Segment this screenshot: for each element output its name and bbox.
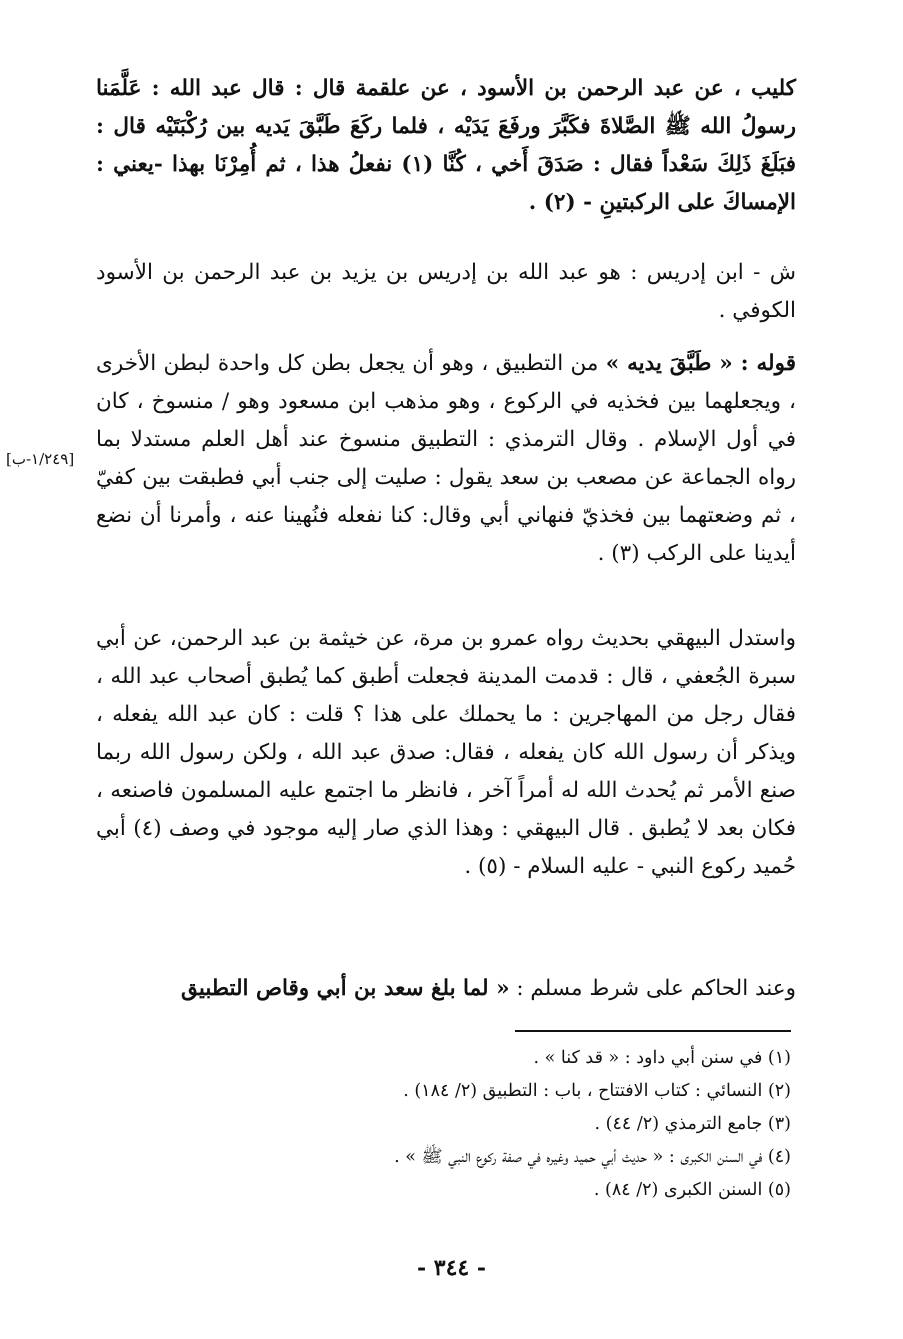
footnote-5: (٥) السنن الكبرى (٢/ ٨٤) . (593, 1180, 791, 1200)
footnote-1: (١) في سنن أبي داود : « قد كنا » . (533, 1048, 791, 1068)
hakim-paragraph (96, 970, 796, 1008)
hadith-paragraph: كليب ، عن عبد الرحمن بن الأسود ، عن علقمة قال : قال عبد الله : عَلَّمَنا رسولُ الله ﷺ الصَّلاةَ فكَبَّرَ ورفَعَ يَدَيْه ، فلما ركَعَ طَبَّقَ يَديه بين رُكْبَتَيْه قال : فبَلَغَ ذَلِكَ سَعْداً فقال : صَدَقَ أَخي ، كُنَّا (١) نفعلُ هذا ، ثم أُمِرْنَا بهذا -يعني : الإمساكَ على الركبتينِ - (٢) . (96, 76, 797, 215)
footnote-4: (٤) في السنن الكبرى : « حديث أبي حميد وغيره في صفة ركوع النبي ﷺ » . (394, 1147, 791, 1167)
footnote-separator (515, 1030, 791, 1032)
footnote-2: (٢) النسائي : كتاب الافتتاح ، باب : التطبيق (٢/ ١٨٤) . (403, 1081, 791, 1101)
explanation-paragraph: ش - ابن إدريس : هو عبد الله بن إدريس بن يزيد بن عبد الرحمن بن الأسود الكوفي . (96, 260, 796, 323)
page-number: - ٣٤٤ - (416, 1255, 487, 1281)
commentary-text: من التطبيق ، وهو أن يجعل بطن كل واحدة لبطن الأخرى ، ويجعلهما بين فخذيه في الركوع ، وهو مذهب ابن مسعود وهو / منسوخ ، كان في أول الإسلام . وقال الترمذي : التطبيق منسوخ عند أهل العلم مستدلا بما رواه الجماعة عن مصعب بن سعد يقول : صليت إلى جنب أبي فطبقت بين كفيّ ، ثم وضعتهما بين فخذيّ فنهاني أبي وقال: كنا نفعله فنُهينا عنه ، وأمرنا أن نضع أيدينا على الركب (٣) . (96, 351, 796, 566)
manuscript-folio-note: [١/٢٤٩-ب] (6, 450, 75, 468)
quoted-phrase: قوله : « طَبَّقَ يديه » (605, 351, 796, 376)
bayhaqi-paragraph: واستدل البيهقي بحديث رواه عمرو بن مرة، عن خيثمة بن عبد الرحمن، عن أبي سبرة الجُعفي ، قال : قدمت المدينة فجعلت أطبق كما يُطبق أصحاب عبد الله ، فقال رجل من المهاجرين : ما يحملك على هذا ؟ قلت : كان عبد الله يفعله ، ويذكر أن رسول الله كان يفعله ، فقال: صدق عبد الله ، ولكن رسول الله ربما صنع الأمر ثم يُحدث الله له أمراً آخر ، فانظر ما اجتمع عليه المسلمون فاصنعه ، فكان بعد لا يُطبق . قال البيهقي : وهذا الذي صار إليه موجود في وصف (٤) أبي حُميد ركوع النبي - عليه السلام - (٥) . (96, 626, 796, 879)
footnote-3: (٣) جامع الترمذي (٢/ ٤٤) . (594, 1114, 791, 1134)
hakim-intro: وعند الحاكم على شرط مسلم : (509, 976, 796, 1001)
footnotes (96, 1042, 791, 1207)
commentary-paragraph (96, 345, 796, 573)
hakim-quote: « لما بلغ سعد بن أبي وقاص التطبيق (180, 976, 510, 1001)
